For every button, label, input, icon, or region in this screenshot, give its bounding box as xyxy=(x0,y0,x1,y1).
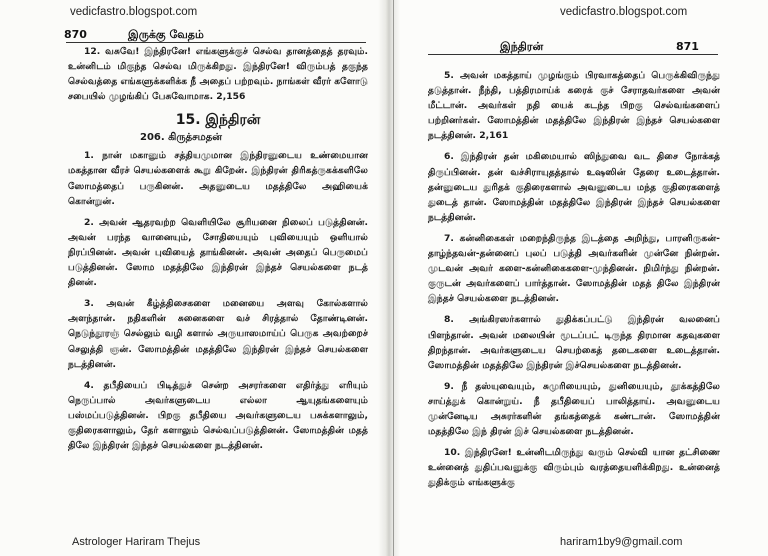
hymn-subheading: 206. கிருத்சமதன் xyxy=(140,132,222,144)
left-header-rule xyxy=(66,42,366,43)
watermark-right: vedicfastro.blogspot.com xyxy=(560,6,688,18)
left-page-number: 870 xyxy=(64,28,87,41)
verse-9: 9. நீ தஸ்யுவையும், சுமுரியையும், துனியையும், தூக்கத்திலே சாய்த்துக் கொன்றுய். நீ தபீதியைப் பாலித்தாய். அவனுடைய முன்னேடிய அசுரர்களின் தங்கத்தைக் கண்டான். ஸோமத்தின் மதத்திலே இந் திரன் இச் செயல்களை நடத்தினன். xyxy=(428,380,720,438)
verse-8: 8. அங்கிரஸர்களால் துதிக்கப்பட்டு இந்திரன் வலனைப் பிளந்தான். அவன் மலையின் மூடப்பட் டிருந்த திரமான கதவுகளை திறந்தான். அவர்களுடைய செயற்கைத் தடைகளை உடைத்தான். ஸோமத்தின் மதத்திலே இந்திரன் இச்செயல்களை நடத்தினன். xyxy=(428,314,720,371)
verse-4: 4. தபீதியைப் பிடித்துச் சென்ற அசரர்களை எதிர்த்து எரியும் நெருப்பால் அவர்களுடைய எல்லா ஆயுதங்களையும் பஸ்மப்படுத்தினன். பிறகு தபீதியை அவர்களுடைய பசுக்களாலும், குதிரைகளாலும், தேர் களாலும் செல்வப்படுத்தினன். ஸோமத்தின் மதத் திலே இந்திரன் இந்தச் செயல்களை நடத்தினன். xyxy=(68,379,368,452)
verse-5: 5. அவன் மகத்தாய் முழங்கும் பிரவாகத்தைப் பெருக்கிவிருந்து தடுத்தான். நீந்தி, பத்திரமாய்க் கரைக் குச் சேராதவர்களை அவன் மீட்டான். அவர்கள் நதி யைக் கடந்த பிறகு செல்வங்களைப் பற்றினர்கள். ஸோமத்தின் மதத்திலே இந்திரன் இந்தச் செயல்களை நடத்தினன். 2,161 xyxy=(428,70,720,142)
verse-6: 6. இந்திரன் தன் மகிமையால் ஸிந்துவை வட திசை நோக்கத் திருப்பினன். தன் வச்சிராயுதத்தால் உஷஸின் தேரை உடைத்தான். தன்னுடைய துரிதக் குதிரைகளால் அவனுடைய மந்த குதிரைகளைத் துடைத் தான். ஸோமத்தின் மதத்திலே இந்திரன் இந்தச் செயல்களை நடத்தினன். xyxy=(428,151,720,223)
verse-12: 12. வசுவே! இந்திரனே! எங்களுக்குச் செல்வ தானத்தைத் தரவும். உன்னிடம் மிகுந்த செல்வ மிருக்கிறது. இந்திரனே! விரும்பத் தகுந்த செல்வத்தை எங்களுக்களிக்க நீ அதைப் பற்றவும். நாங்கள் வீரர் களோடு சபையில் முழங்கிப் பேசுவோமாக. 2,156 xyxy=(68,46,368,103)
left-page-text xyxy=(68,44,368,453)
footer-email: hariram1by9@gmail.com xyxy=(560,536,683,548)
gutter-fold-line xyxy=(393,0,394,556)
right-page-number: 871 xyxy=(676,40,699,53)
left-running-head: இருக்கு வேதம் xyxy=(128,28,204,41)
footer-author: Astrologer Hariram Thejus xyxy=(72,536,201,548)
verse-2: 2. அவன் ஆதரவற்ற வெளியிலே சூரியனை நிலைப் படுத்தினன். அவன் பரந்த வானையும், சோதியையும் புவியையும் ஒளியால் நிரப்பினன். அவன் புவியைத் தாங்கினன். அவன் அதைப் பெருமைப் படுத்தினன். ஸோம மதத்திலே இந்திரன் இந்தச் செயல்களை நடத் தினன். xyxy=(68,216,368,289)
right-page-text xyxy=(428,68,720,490)
watermark-left: vedicfastro.blogspot.com xyxy=(70,6,198,18)
verse-10: 10. இந்திரனே! உன்னிடமிருந்து வரும் செல்வி யான தட்சிணை உன்னைத் துதிப்பவனுக்கு விரும்பும் வரத்தையளிக்கிறது. உன்னைத் துதிக்கும் எங்களுக்கு xyxy=(428,447,720,489)
right-header-rule xyxy=(428,54,718,55)
hymn-heading: 15. இந்திரன் xyxy=(175,112,261,129)
verse-7: 7. கன்னிகைகள் மறைந்திருந்த இடத்தை அறிந்து, பாரனிருகன்-தாழ்ந்தவன்-தன்னைப் புலப் படுத்தி அவர்களின் முன்னே நின்றன். முடவன் அவர் களை-கன்னிகைகளை-முந்தினன். நிமிர்ந்து நின்றன். குருடன் அவர்களைப் பார்த்தான். ஸோமத்தின் மதத் திலே இந்திரன் இந்தச் செயல்களை நடத்தினன். xyxy=(428,232,720,305)
right-running-head: இந்திரன் xyxy=(500,40,544,53)
book-gutter xyxy=(378,0,400,556)
verse-1: 1. நான் மகானும் சத்தியமுமான இந்திரனுடைய உண்மையான மகத்தான வீரச் செயல்களைக் கூறு கிறேன். இந்திரன் திரிகத்ருகக்களிலே ஸோமத்தைப் பருகினன். அதனுடைய மதத்திலே அஹியைக் கொன்றுன். xyxy=(68,150,368,207)
verse-3: 3. அவன் கீழ்த்திசைகளை மனையை அளவு கோல்களால் அளந்தான். நதிகளின் சுனைகளை வச் சிரத்தால் தோண்டினன். நெடுந்தூரஞ் செல்லும் வழி களால் அருயாஸமாய்ப் பெருக அவற்றைச் செலுத்தி ஞன். ஸோமத்தின் மதத்திலே இந்திரன் இந்தச் செயல்களை நடத்தினன். xyxy=(68,298,368,370)
